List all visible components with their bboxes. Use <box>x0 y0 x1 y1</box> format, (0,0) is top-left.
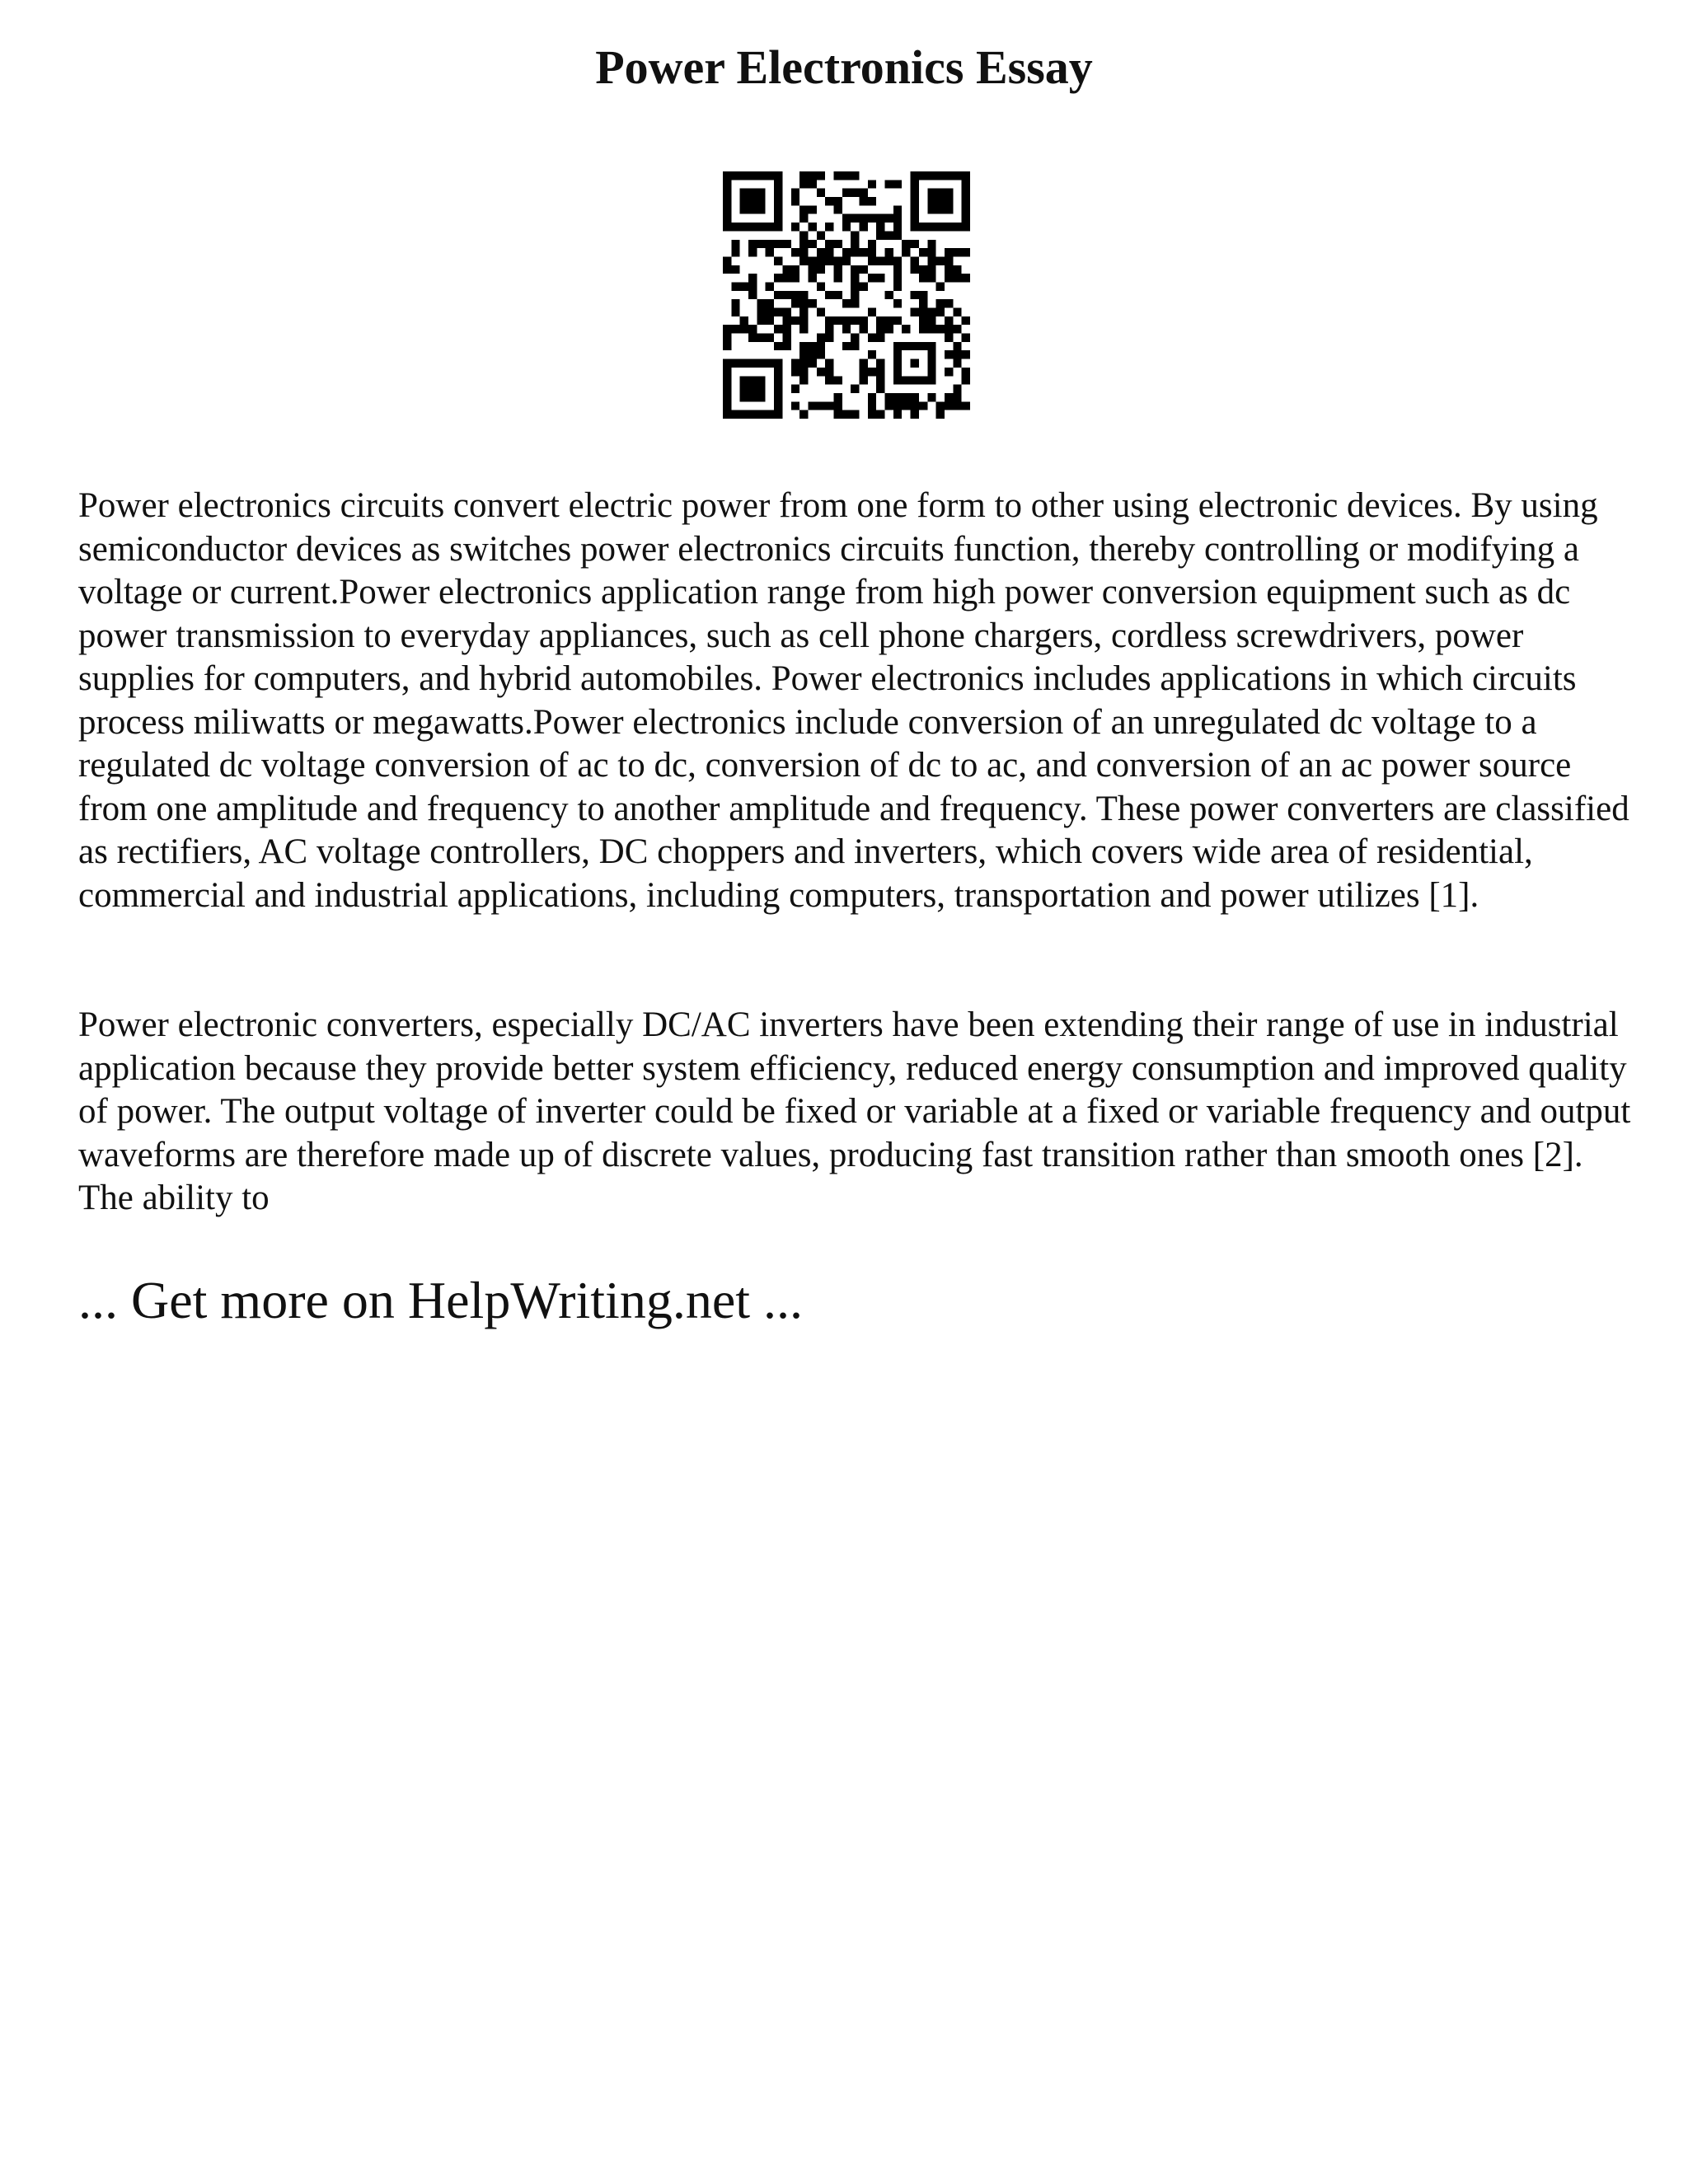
get-more-link[interactable]: ... Get more on HelpWriting.net ... <box>78 1271 803 1329</box>
essay-paragraph-2: Power electronic converters, especially DC/AC inverters have been extending their range of use in industrial application because they provide better system efficiency, reduced energy consumption and improved quality of power. The output voltage of inverter could be fixed or variable at a fixed or variable frequency and output waveforms are therefore made up of discrete values, producing fast transition rather than smooth ones [2]. The ability to <box>78 1005 1631 1217</box>
qr-code-icon <box>723 171 970 419</box>
page-title: Power Electronics Essay <box>595 40 1093 94</box>
essay-paragraph-1: Power electronics circuits convert electric power from one form to other using electronic devices. By using semiconductor devices as switches power electronics circuits function, thereby controlling or modifying a voltage or current.Power electronics application range from high power conversion equipment such as dc power transmission to everyday appliances, such as cell phone chargers, cordless screwdrivers, power supplies for computers, and hybrid automobiles. Power electronics includes applications in which circuits process miliwatts or megawatts.Power electronics include conversion of an unregulated dc voltage to a regulated dc voltage conversion of ac to dc, conversion of dc to ac, and conversion of an ac power source from one amplitude and frequency to another amplitude and frequency. These power converters are classified as rectifiers, AC voltage controllers, DC choppers and inverters, which covers wide area of residential, commercial and industrial applications, including computers, transportation and power utilizes [1]. <box>78 486 1629 915</box>
